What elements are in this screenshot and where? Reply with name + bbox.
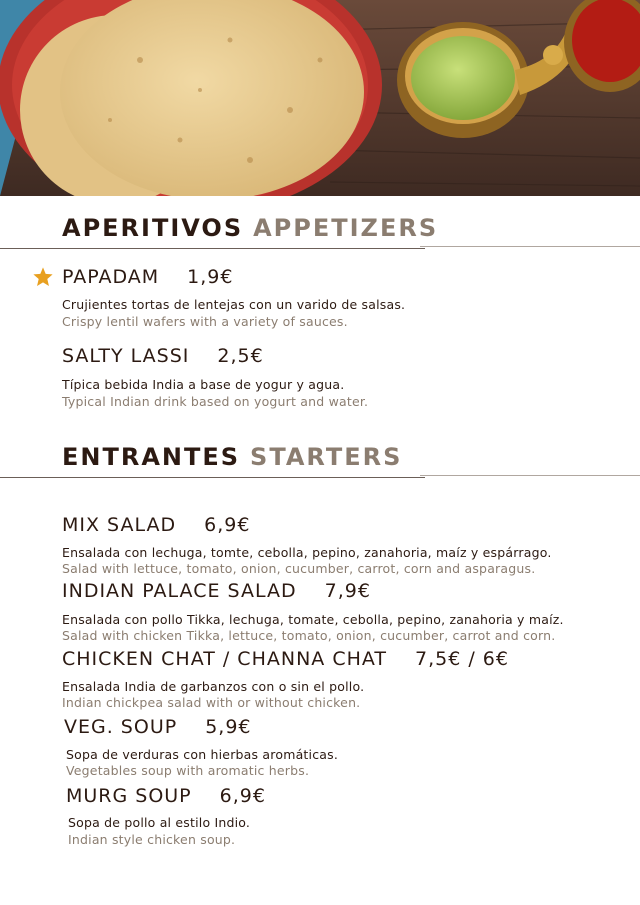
papadam-plate-icon <box>20 0 364 196</box>
menu-item-mix-salad <box>62 514 250 536</box>
item-desc-es: Ensalada con pollo Tikka, lechuga, tomate, cebolla, pepino, zanahoria y maíz. <box>62 612 564 627</box>
item-price: 6,9€ <box>204 514 251 536</box>
item-desc-es: Crujientes tortas de lentejas con un varido de salsas. <box>62 297 406 312</box>
item-price: 7,5€ / 6€ <box>415 648 509 670</box>
item-desc-en: Salad with chicken Tikka, lettuce, tomato, onion, cucumber, carrot and corn. <box>62 628 556 643</box>
section-title-en: STARTERS <box>250 443 403 471</box>
section-divider-thin <box>420 475 640 476</box>
menu-item-chicken-chat <box>62 648 509 670</box>
green-sauce-bowl-icon <box>397 22 529 138</box>
item-name: INDIAN PALACE SALAD <box>62 580 297 602</box>
menu-item-veg-soup <box>64 716 252 738</box>
section-title-en: APPETIZERS <box>253 214 439 242</box>
featured-star-icon <box>32 266 54 288</box>
section-title-es: ENTRANTES <box>62 443 241 471</box>
section-title-es: APERITIVOS <box>62 214 244 242</box>
section-title-appetizers <box>62 214 438 242</box>
section-title-starters <box>62 443 402 471</box>
section-divider <box>0 248 425 249</box>
item-desc-es: Típica bebida India a base de yogur y agua. <box>62 377 345 392</box>
section-divider-thin <box>420 246 640 247</box>
item-name: SALTY LASSI <box>62 345 190 367</box>
item-name: VEG. SOUP <box>64 716 178 738</box>
item-price: 6,9€ <box>219 785 266 807</box>
item-price: 7,9€ <box>324 580 371 602</box>
item-price: 5,9€ <box>205 716 252 738</box>
menu-item-murg-soup <box>66 785 266 807</box>
menu-item-papadam <box>62 266 233 288</box>
item-name: MIX SALAD <box>62 514 177 536</box>
menu-item-indian-palace-salad <box>62 580 371 602</box>
item-desc-en: Indian style chicken soup. <box>68 832 236 847</box>
item-price: 2,5€ <box>217 345 264 367</box>
item-desc-es: Sopa de pollo al estilo Indio. <box>68 815 251 830</box>
item-desc-es: Sopa de verduras con hierbas aromáticas. <box>66 747 339 762</box>
item-desc-en: Vegetables soup with aromatic herbs. <box>66 763 310 778</box>
item-desc-en: Salad with lettuce, tomato, onion, cucumber, carrot, corn and asparagus. <box>62 561 536 576</box>
item-name: MURG SOUP <box>66 785 192 807</box>
item-desc-es: Ensalada con lechuga, tomte, cebolla, pepino, zanahoria, maíz y espárrago. <box>62 545 552 560</box>
item-desc-es: Ensalada India de garbanzos con o sin el pollo. <box>62 679 365 694</box>
hero-photo <box>0 0 640 196</box>
menu-item-salty-lassi <box>62 345 264 367</box>
section-divider <box>0 477 425 478</box>
item-desc-en: Indian chickpea salad with or without chicken. <box>62 695 361 710</box>
item-desc-en: Typical Indian drink based on yogurt and water. <box>62 394 369 409</box>
item-price: 1,9€ <box>187 266 234 288</box>
item-desc-en: Crispy lentil wafers with a variety of sauces. <box>62 314 348 329</box>
item-name: CHICKEN CHAT / CHANNA CHAT <box>62 648 387 670</box>
item-name: PAPADAM <box>62 266 160 288</box>
